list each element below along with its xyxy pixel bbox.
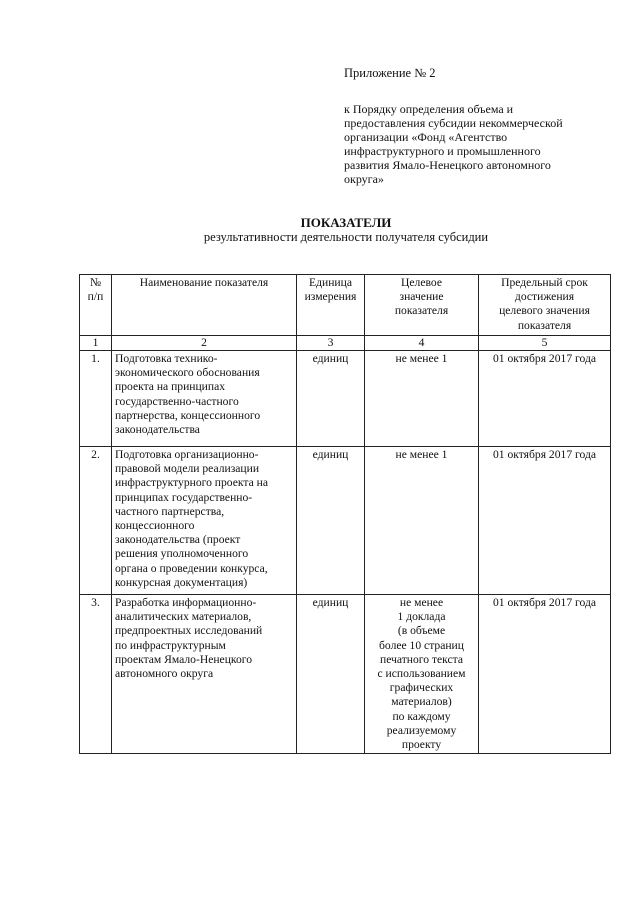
indicators-table: [79, 274, 611, 754]
header-indicator-name: Наименование показателя: [112, 275, 297, 336]
unit-value: единиц: [297, 447, 365, 595]
table-row: [80, 595, 611, 754]
header-target-value: Целевое значение показателя: [365, 275, 479, 336]
indicator-name: Подготовка технико- экономического обоснования проекта на принципах государственно-частного партнерства, концессионного законодательства: [112, 351, 297, 447]
deadline-value: 01 октября 2017 года: [479, 447, 611, 595]
unit-value: единиц: [297, 595, 365, 754]
table-row: [80, 351, 611, 447]
document-title: ПОКАЗАТЕЛИ: [300, 215, 392, 230]
document-subtitle: результативности деятельности получателя субсидии: [203, 230, 489, 244]
unit-value: единиц: [297, 351, 365, 447]
header-number: № п/п: [80, 275, 112, 336]
annex-number: Приложение № 2: [344, 66, 436, 80]
table-row: [80, 447, 611, 595]
indicator-name: Подготовка организационно- правовой модели реализации инфраструктурного проекта на принципах государственно- частного партнерства, концессионного законодательства (проект решения уполномоченного органа о проведении конкурса, конкурсная документация): [112, 447, 297, 595]
column-number: 3: [297, 336, 365, 351]
column-number-row: [80, 336, 611, 351]
annex-reference: к Порядку определения объема и предоставления субсидии некоммерческой организации «Фонд «Агентство инфраструктурного и промышленного развития Ямало-Ненецкого автономного округа»: [344, 102, 563, 186]
row-number: 2.: [80, 447, 112, 595]
deadline-value: 01 октября 2017 года: [479, 595, 611, 754]
deadline-value: 01 октября 2017 года: [479, 351, 611, 447]
row-number: 3.: [80, 595, 112, 754]
target-value: не менее 1: [365, 447, 479, 595]
annex-block: [344, 66, 614, 186]
header-unit: Единица измерения: [297, 275, 365, 336]
indicator-name: Разработка информационно- аналитических материалов, предпроектных исследований по инфраструктурным проектам Ямало-Ненецкого автономного округа: [112, 595, 297, 754]
column-number: 4: [365, 336, 479, 351]
header-deadline: Предельный срок достижения целевого значения показателя: [479, 275, 611, 336]
document-heading: [80, 215, 612, 245]
column-number: 2: [112, 336, 297, 351]
target-value: не менее 1: [365, 351, 479, 447]
target-value: не менее 1 доклада (в объеме более 10 страниц печатного текста с использованием графических материалов) по каждому реализуемому проекту: [365, 595, 479, 754]
row-number: 1.: [80, 351, 112, 447]
column-number: 1: [80, 336, 112, 351]
column-number: 5: [479, 336, 611, 351]
table-header-row: [80, 275, 611, 336]
